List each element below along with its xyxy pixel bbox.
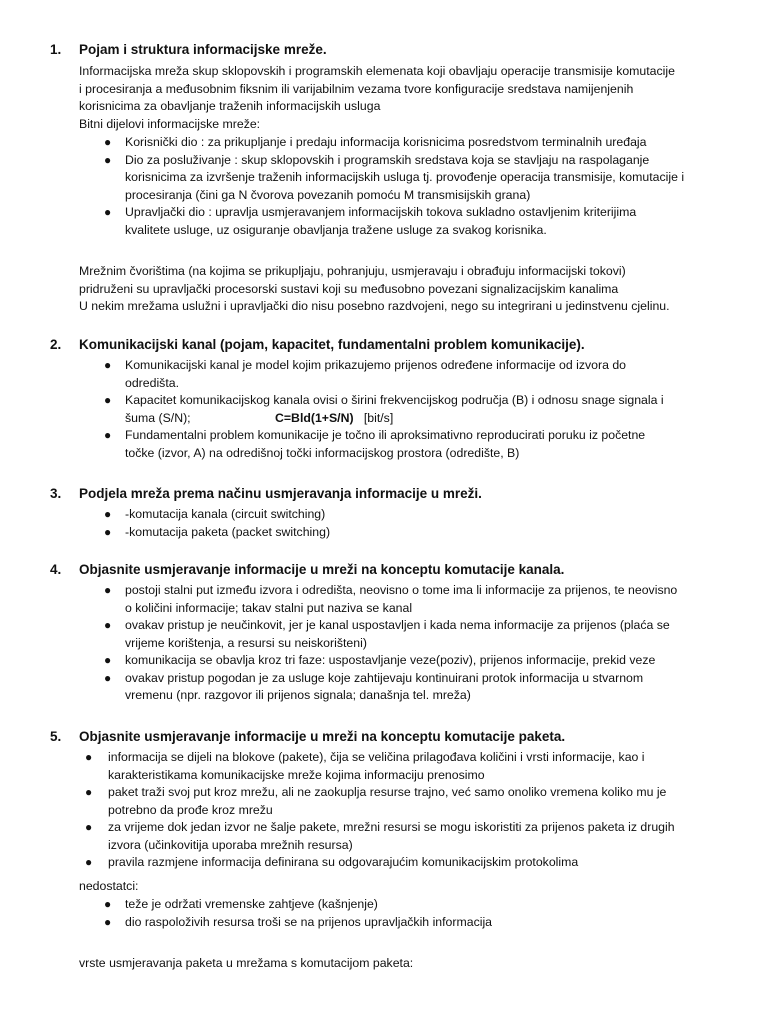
bullet-icon: ● xyxy=(104,653,112,667)
list-item xyxy=(0,524,768,542)
section-number: 5. xyxy=(50,729,62,744)
section-number: 2. xyxy=(50,337,62,352)
text-line: dio raspoloživih resursa troši se na prijenos upravljačkih informacija xyxy=(125,914,493,929)
list-item xyxy=(0,670,768,705)
bullet-icon: ● xyxy=(104,524,112,539)
text-line: Bitni dijelovi informacijske mreže: xyxy=(79,116,261,131)
text-line: potrebno da prođe kroz mrežu xyxy=(108,802,273,817)
text-line: Fundamentalni problem komunikacije je točno ili aproksimativno reproducirati poruku iz početne xyxy=(125,428,646,442)
text-line: informacija se dijeli na blokove (pakete), čija se veličina prilagođava količini i vrsti informacije, kao i xyxy=(108,750,645,764)
section-number: 4. xyxy=(50,562,62,577)
list-item xyxy=(0,652,768,670)
section-heading: Objasnite usmjeravanje informacije u mreži na konceptu komutacije paketa. xyxy=(79,729,566,744)
formula-prefix: šuma (S/N); xyxy=(125,410,191,425)
text-line: ovakav pristup pogodan je za usluge koje zahtijevaju kontinuirani protok informacija u stvarnom xyxy=(125,670,644,685)
text-line: paket traži svoj put kroz mrežu, ali ne zaokuplja resurse trajno, već samo onoliko vremena koliko mu je xyxy=(108,785,667,799)
text-line: -komutacija paketa (packet switching) xyxy=(125,524,331,539)
text-line xyxy=(125,410,768,428)
bullet-icon: ● xyxy=(104,670,112,685)
list-item xyxy=(0,427,768,462)
list-item xyxy=(0,784,768,819)
section-number: 1. xyxy=(50,42,62,57)
list-item xyxy=(0,854,768,872)
bullet-icon: ● xyxy=(104,897,112,911)
bullet-icon: ● xyxy=(85,785,93,799)
section-after-text xyxy=(79,263,739,316)
text-line: Dio za posluživanje : skup sklopovskih i programskih sredstava koja se stavljaju na raspolaganje xyxy=(125,152,650,167)
text-line: o količini informacije; takav stalni put naziva se kanal xyxy=(125,600,413,615)
bullet-icon: ● xyxy=(104,583,112,597)
list-item xyxy=(0,896,768,914)
text-line: komunikacija se obavlja kroz tri faze: uspostavljanje veze(poziv), prijenos informacije, prekid veze xyxy=(125,653,656,667)
text-line: Informacijska mreža skup sklopovskih i programskih elemenata koji obavljaju operacije transmisije komutacije xyxy=(79,64,675,78)
bullet-icon: ● xyxy=(85,855,93,869)
list-item xyxy=(0,582,768,617)
text-line: U nekim mrežama uslužni i upravljački dio nisu posebno razdvojeni, nego su integrirani u jedinstvenu cjelinu. xyxy=(79,299,670,313)
text-line: -komutacija kanala (circuit switching) xyxy=(125,507,326,521)
text-line: nedostatci: xyxy=(79,879,139,893)
text-line: točke (izvor, A) na odredišnoj točki informacijskog prostora (odredište, B) xyxy=(125,445,520,460)
text-line: Mrežnim čvorištima (na kojima se prikupljaju, pohranjuju, usmjeravaju i obrađuju informacijski tokovi) xyxy=(79,264,626,278)
list-item xyxy=(0,617,768,652)
bullet-icon: ● xyxy=(104,135,112,149)
section-heading: Komunikacijski kanal (pojam, kapacitet, fundamentalni problem komunikacije). xyxy=(79,337,585,352)
text-line: procesiranja (čini ga N čvorova povezanih pomoću M transmisijskih grana) xyxy=(125,187,531,202)
text-line: Korisnički dio : za prikupljanje i predaju informacija korisnicima posredstvom terminalnih uređaja xyxy=(125,135,647,149)
bullet-icon: ● xyxy=(104,152,112,167)
text-line: izvora (učinkovitija uporaba mrežnih resursa) xyxy=(108,837,353,852)
text-line: Komunikacijski kanal je model kojim prikazujemo prijenos određene informacije od izvora do xyxy=(125,358,626,372)
bullet-icon: ● xyxy=(104,914,112,929)
text-line: odredišta. xyxy=(125,375,180,390)
text-line: karakteristikama komunikacijske mreže kojima informaciju prenosimo xyxy=(108,767,485,782)
bullet-list xyxy=(0,749,768,872)
list-item xyxy=(0,134,768,152)
list-item xyxy=(0,506,768,524)
text-line: teže je održati vremenske zahtjeve (kašnjenje) xyxy=(125,897,378,911)
drawbacks-label xyxy=(79,878,739,896)
list-item xyxy=(0,914,768,932)
drawbacks-list xyxy=(0,896,768,931)
formula-unit: [bit/s] xyxy=(363,410,394,425)
text-line: korisnicima za obavljanje traženih informacijskih usluga xyxy=(79,99,381,113)
bullet-icon: ● xyxy=(104,205,112,219)
text-line: Upravljački dio : upravlja usmjeravanjem informacijskih tokova sukladno ostavljenim kriterijima xyxy=(125,205,637,219)
text-line: ovakav pristup je neučinkovit, jer je kanal uspostavljen i kada nema informacije za prijenos (plaća se xyxy=(125,618,670,632)
bullet-list xyxy=(0,506,768,541)
list-item xyxy=(0,152,768,205)
list-item xyxy=(0,749,768,784)
text-line: Kapacitet komunikacijskog kanala ovisi o širini frekvencijskog područja (B) i odnosu snage signala i xyxy=(125,393,664,407)
text-line: postoji stalni put između izvora i odredišta, neovisno o tome ima li informacije za prijenos, te neovisno xyxy=(125,583,678,597)
section-heading: Objasnite usmjeravanje informacije u mreži na konceptu komutacije kanala. xyxy=(79,562,565,577)
bullet-icon: ● xyxy=(85,820,93,834)
text-line: vremenu (npr. razgovor ili prijenos signala; današnja tel. mreža) xyxy=(125,688,471,702)
closing-text xyxy=(79,955,739,973)
bullet-icon: ● xyxy=(104,428,112,442)
text-line: i procesiranja a međusobnim fiksnim ili varijabilnim vezama tvore konfiguracije sredstava namijenjenih xyxy=(79,81,634,96)
bullet-icon: ● xyxy=(85,750,93,764)
bullet-icon: ● xyxy=(104,618,112,632)
bullet-list xyxy=(0,134,768,239)
list-item xyxy=(0,204,768,239)
section-heading: Pojam i struktura informacijske mreže. xyxy=(79,42,327,57)
bullet-icon: ● xyxy=(104,507,112,521)
capacity-formula: C=Bld(1+S/N) xyxy=(275,410,354,425)
list-item xyxy=(0,392,768,427)
section-number: 3. xyxy=(50,486,62,501)
text-line: pravila razmjene informacija definirana su odgovarajućim komunikacijskim protokolima xyxy=(108,855,579,869)
list-item xyxy=(0,357,768,392)
list-item xyxy=(0,819,768,854)
text-line: kvalitete usluge, uz osiguranje obavljanja tražene usluge za svakog korisnika. xyxy=(125,222,547,237)
bullet-icon: ● xyxy=(104,393,112,407)
section-intro xyxy=(79,63,739,133)
text-line: pridruženi su upravljački procesorski sustavi koji su međusobno povezani signalizacijskim kanalima xyxy=(79,281,619,296)
text-line: za vrijeme dok jedan izvor ne šalje pakete, mrežni resursi se mogu iskoristiti za prijenos paketa iz drugih xyxy=(108,820,675,834)
bullet-list xyxy=(0,357,768,462)
section-heading: Podjela mreža prema načinu usmjeravanja informacije u mreži. xyxy=(79,486,482,501)
bullet-icon: ● xyxy=(104,358,112,372)
text-line: vrste usmjeravanja paketa u mrežama s komutacijom paketa: xyxy=(79,956,414,970)
bullet-list xyxy=(0,582,768,705)
text-line: vrijeme korištenja, a resursi su neiskorišteni) xyxy=(125,635,367,650)
text-line: korisnicima za izvršenje traženih informacijskih usluga tj. provođenje operacija transmisije, komutacije i xyxy=(125,170,685,184)
